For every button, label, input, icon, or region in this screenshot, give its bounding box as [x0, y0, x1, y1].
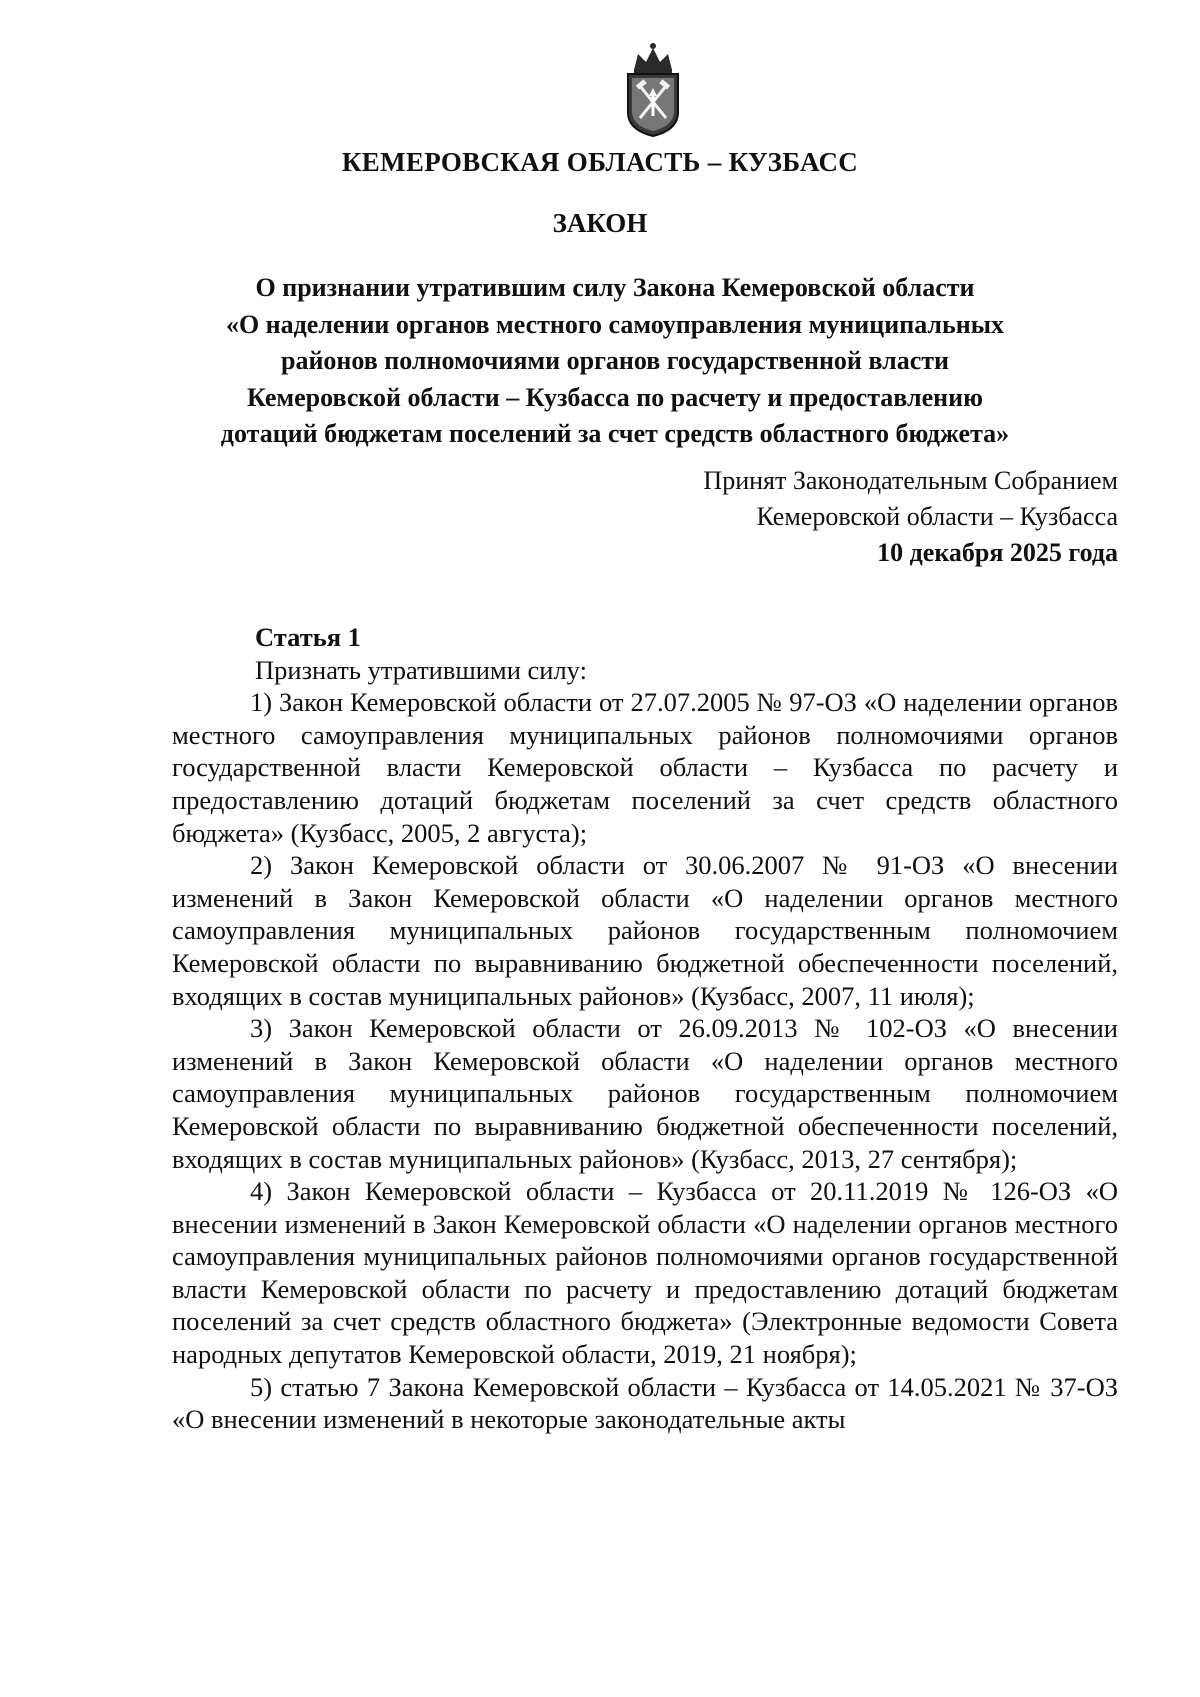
adoption-line: Принят Законодательным Собранием	[703, 466, 1118, 495]
coat-of-arms-icon	[622, 40, 684, 140]
law-title-line: О признании утратившим силу Закона Кемеровской области	[255, 273, 975, 302]
region-name: КЕМЕРОВСКАЯ ОБЛАСТЬ – КУЗБАСС	[341, 147, 859, 177]
article-item: 4) Закон Кемеровской области – Кузбасса от 20.11.2019 № 126-ОЗ «О внесении изменений в Закон Кемеровской области «О наделении органов местного самоуправления муниципальных районов полномочиями органов государственной власти Кемеровской области по расчету и предоставлению дотаций бюджетам поселений за счет средств областного бюджета» (Электронные ведомости Совета народных депутатов Кемеровской области, 2019, 21 ноября);	[172, 1176, 1118, 1370]
adoption-line: Кемеровской области – Кузбасса	[756, 502, 1118, 531]
article-1	[172, 621, 1118, 1436]
law-title-line: Кемеровской области – Кузбасса по расчету и предоставлению	[247, 382, 983, 412]
law-title-line: районов полномочиями органов государственной власти	[280, 346, 949, 375]
article-intro: Признать утратившими силу:	[255, 654, 587, 685]
adoption-date: 10 декабря 2025 года	[877, 538, 1118, 567]
document-type: ЗАКОН	[552, 208, 648, 238]
article-heading: Статья 1	[255, 622, 361, 652]
law-title-line: «О наделении органов местного самоуправления муниципальных	[225, 309, 1005, 339]
article-item: 2) Закон Кемеровской области от 30.06.2007 № 91-ОЗ «О внесении изменений в Закон Кемеровской области «О наделении органов местного самоуправления муниципальных районов государственным полномочием Кемеровской области по выравниванию бюджетной обеспеченности поселений, входящих в состав муниципальных районов» (Кузбасс, 2007, 11 июля);	[172, 850, 1118, 1011]
law-title	[170, 270, 1060, 453]
article-item: 1) Закон Кемеровской области от 27.07.2005 № 97-ОЗ «О наделении органов местного самоуправления муниципальных районов полномочиями органов государственной власти Кемеровской области – Кузбасса по расчету и предоставлению дотаций бюджетам поселений за счет средств областного бюджета» (Кузбасс, 2005, 2 августа);	[172, 687, 1118, 848]
adoption-block	[703, 463, 1118, 571]
article-item: 5) статью 7 Закона Кемеровской области – Кузбасса от 14.05.2021 № 37-ОЗ «О внесении изменений в некоторые законодательные акты	[172, 1371, 1118, 1435]
law-title-line: дотаций бюджетам поселений за счет средств областного бюджета»	[220, 419, 1010, 448]
article-item: 3) Закон Кемеровской области от 26.09.2013 № 102-ОЗ «О внесении изменений в Закон Кемеровской области «О наделении органов местного самоуправления муниципальных районов государственным полномочием Кемеровской области по выравниванию бюджетной обеспеченности поселений, входящих в состав муниципальных районов» (Кузбасс, 2013, 27 сентября);	[172, 1013, 1118, 1174]
